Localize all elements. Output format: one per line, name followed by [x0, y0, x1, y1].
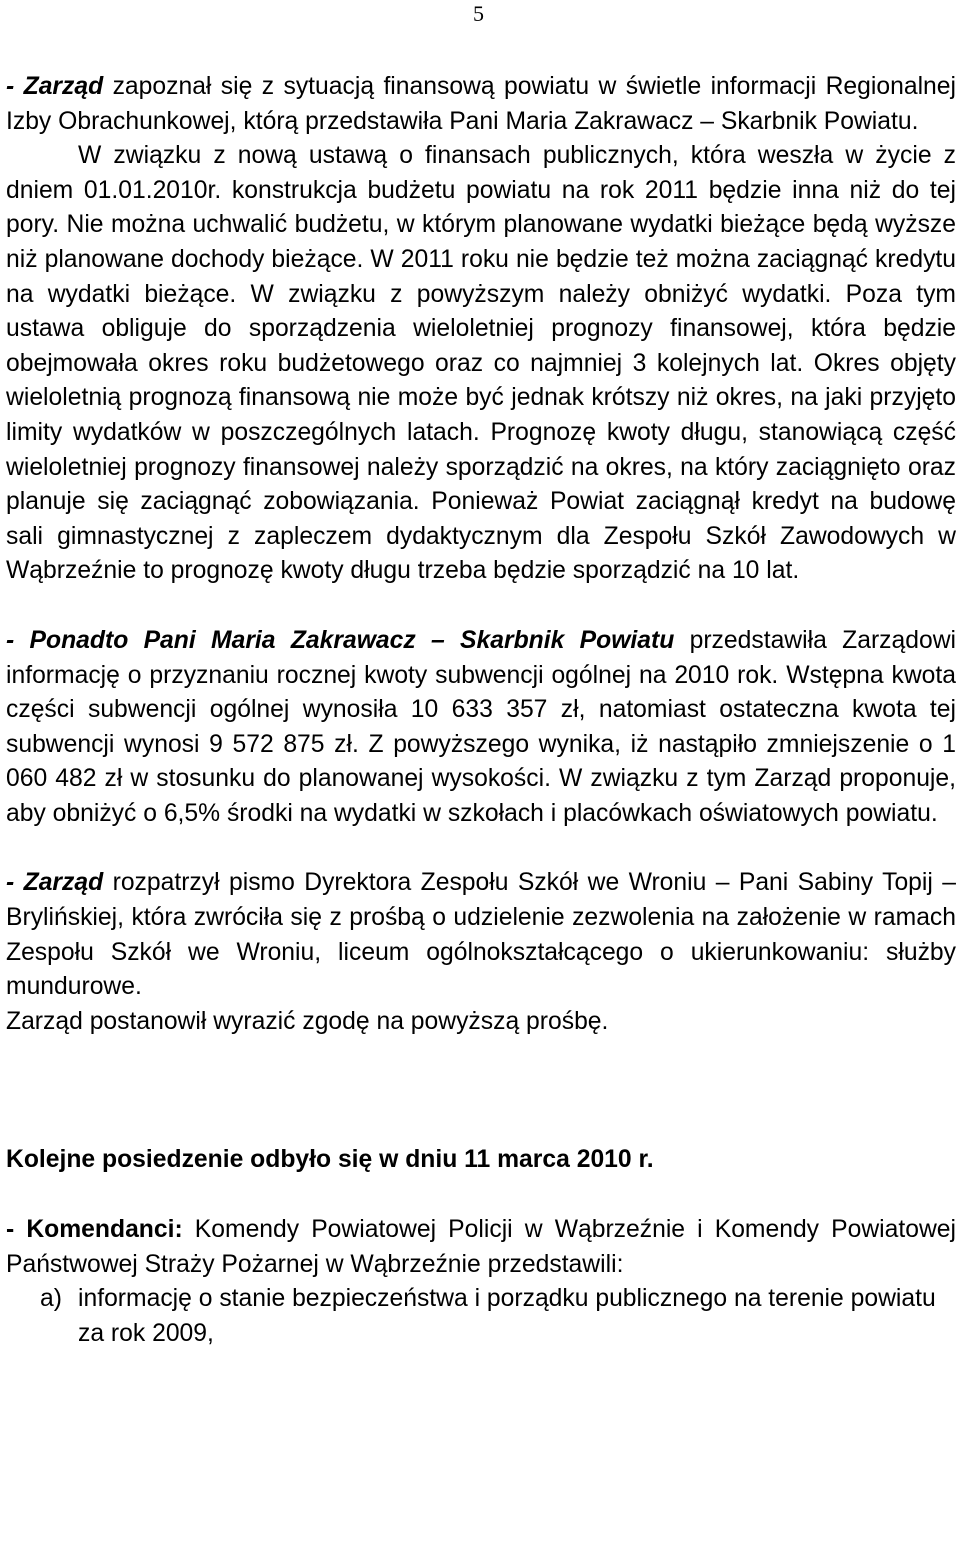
paragraph-text: zapoznał się z sytuacją finansową powiatu w świetle informacji Regionalnej Izby Obrachunkowej, którą przedstawiła Pani Maria Zakrawacz – Skarbnik Powiatu. — [6, 73, 956, 135]
spacer — [6, 589, 956, 624]
list-item-text: informację o stanie bezpieczeństwa i porządku publicznego na terenie powiatu za rok 2009, — [78, 1285, 936, 1347]
paragraph-school-request — [6, 866, 956, 1004]
paragraph-text: rozpatrzył pismo Dyrektora Zespołu Szkół we Wroniu – Pani Sabiny Topij – Brylińskiej, która zwróciła się z prośbą o udzielenie zezwolenia na założenie w ramach Zespołu Szkół we Wroniu, liceum ogólnokształcącego o ukierunkowaniu: służby mundurowe. — [6, 869, 957, 1001]
paragraph-budget-construction — [6, 139, 956, 589]
section-heading: Kolejne posiedzenie odbyło się w dniu 11 marca 2010 r. — [6, 1146, 654, 1174]
paragraph-lead: - Zarząd — [6, 73, 104, 100]
paragraph-commanders — [6, 1213, 956, 1282]
paragraph-finance-situation — [6, 70, 956, 139]
spacer — [6, 1039, 956, 1143]
page-number: 5 — [473, 1, 484, 26]
paragraph-text: przedstawiła Zarządowi informację o przyznaniu rocznej kwoty subwencji ogólnej na 2010 rok. Wstępna kwota części subwencji ogólnej wynosiła 10 633 357 zł, natomiast ostateczna kwota tej subwencji wynosi 9 572 875 zł. Z powyższego wynika, iż nastąpiło zmniejszenie o 1 060 482 zł w stosunku do planowanej wysokości. W związku z tym Zarząd proponuje, aby obniżyć o 6,5% środki na wydatki w szkołach i placówkach oświatowych powiatu. — [6, 626, 957, 827]
spacer — [6, 831, 956, 866]
paragraph-lead: - Ponadto Pani Maria Zakrawacz – Skarbnik Powiatu — [6, 626, 675, 654]
list-marker: a) — [40, 1285, 62, 1313]
spacer — [6, 1178, 956, 1213]
paragraph-text: Komendy Powiatowej Policji w Wąbrzeźnie i Komendy Powiatowej Państwowej Straży Pożarnej w Wąbrzeźnie przedstawili: — [6, 1216, 957, 1278]
paragraph-subsidy — [6, 624, 956, 832]
paragraph-text: W związku z nową ustawą o finansach publicznych, która weszła w życie z dniem 01.01.2010r. konstrukcja budżetu powiatu na rok 2011 będzie inna niż do tej pory. Nie można uchwalić budżetu, w którym planowane wydatki bieżące będą wyższe niż planowane dochody bieżące. W 2011 roku nie będzie też można zaciągnąć kredytu na wydatki bieżące. W związku z powyższym należy obniżyć wydatki. Poza tym ustawa obliguje do sporządzenia wieloletniej prognozy finansowej, która będzie obejmowała okres roku budżetowego oraz co najmniej 3 kolejnych lat. Okres objęty wieloletnią prognozą finansową nie może być jednak krótszy niż okres, na jaki przyjęto limity wydatków w poszczególnych latach. Prognozę kwoty długu, stanowiącą część wieloletniej prognozy finansowej należy sporządzić na okres, na który zaciągnięto oraz planuje się zaciągnąć zobowiązania. Ponieważ Powiat zaciągnął kredyt na budowę sali gimnastycznej z zapleczem dydaktycznym dla Zespołu Szkół Zawodowych w Wąbrzeźnie to prognozę kwoty długu trzeba będzie sporządzić na 10 lat. — [6, 142, 956, 585]
paragraph-lead: - Komendanci: — [6, 1216, 183, 1244]
list-item — [40, 1282, 956, 1351]
paragraph-lead: - Zarząd — [6, 869, 104, 897]
report-list — [6, 1282, 956, 1351]
paragraph-decision: Zarząd postanowił wyrazić zgodę na powyższą prośbę. — [6, 1007, 609, 1035]
document-body — [6, 70, 956, 1351]
